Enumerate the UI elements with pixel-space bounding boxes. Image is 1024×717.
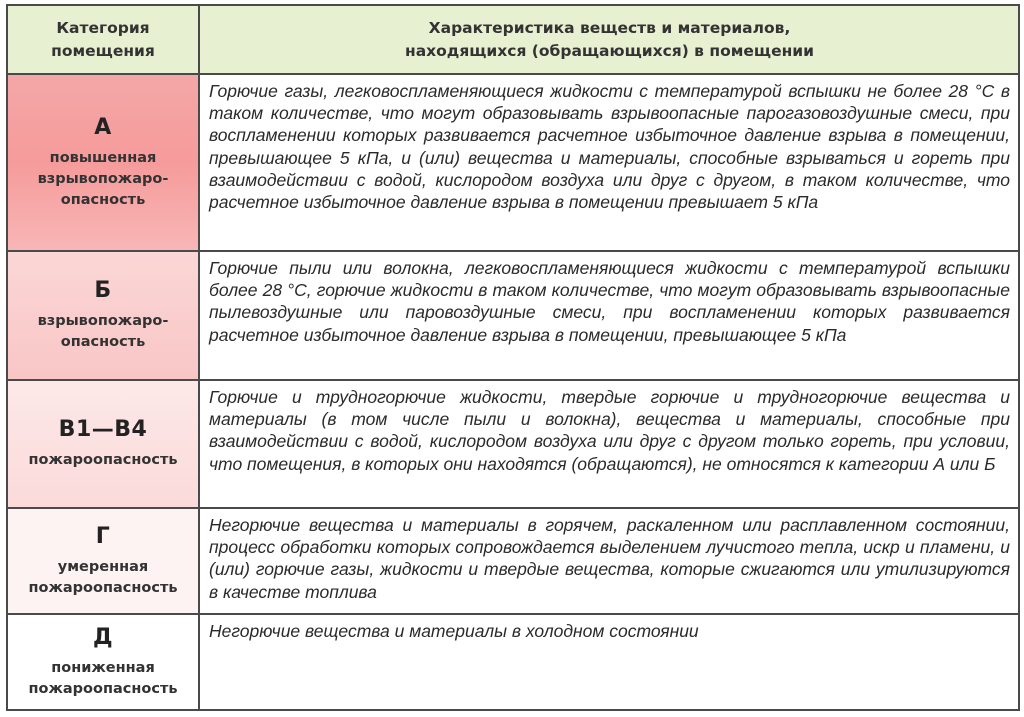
- category-label-line: опасность: [60, 334, 146, 350]
- category-label-line: повышенная: [49, 149, 157, 166]
- category-description: Негорючие вещества и материалы в холодном состоянии: [209, 621, 699, 641]
- hazard-category-table: [6, 4, 1020, 711]
- table-header-row: [8, 6, 1018, 75]
- category-description: Горючие пыли или волокна, легковоспламеняющиеся жидкости с температурой вспышки более 28 °С, горючие жидкости в таком количестве, что могут образовывать взрывоопасные пылевоздушные или паровоздушные смеси, при воспламенении которых развивается расчетное избыточное давление взрыва в помещении, превышающее 5 кПа: [209, 258, 1010, 345]
- category-letter: А: [94, 114, 112, 140]
- category-letter: Г: [95, 523, 111, 549]
- category-label-line: пониженная: [51, 659, 155, 676]
- category-letter: Б: [94, 278, 112, 303]
- category-description: Горючие и трудногорючие жидкости, твердые горючие и трудногорючие вещества и материалы (в том числе пыли и волокна), вещества и материалы, способные при взаимодействии с водой, кислородом воздуха или друг с другом только гореть, при условии, что помещения, в которых они находятся (обращаются), не относятся к категории А или Б: [209, 387, 1010, 474]
- header-category-line1: Категория: [56, 18, 150, 37]
- category-cell-a: [8, 75, 200, 250]
- category-label-line: пожароопасность: [28, 680, 178, 697]
- table-row-category-d: [8, 615, 1018, 709]
- header-characteristic-line1: Характеристика веществ и материалов,: [428, 19, 791, 37]
- category-cell-g: [8, 509, 200, 613]
- table-row-category-g: [8, 509, 1018, 615]
- category-description: Негорючие вещества и материалы в горячем, раскаленном или расплавленном состоянии, процесс обработки которых сопровождается выделением лучистого тепла, искр и пламени, и (или) горючие газы, жидкости и твердые вещества, которые сжигаются или утилизируются в качестве топлива: [209, 515, 1010, 602]
- header-category-cell: [8, 6, 200, 73]
- category-cell-v: [8, 381, 200, 507]
- category-letter: В1—В4: [58, 417, 148, 442]
- table-row-category-b: [8, 252, 1018, 381]
- category-label-line: взрывопожаро-: [37, 313, 169, 329]
- category-label-line: пожароопасность: [28, 452, 178, 468]
- category-label-line: опасность: [60, 191, 146, 208]
- category-label-line: умеренная: [57, 558, 149, 575]
- category-cell-d: [8, 615, 200, 709]
- table-row-category-v: [8, 381, 1018, 509]
- category-label-line: взрывопожаро-: [37, 170, 169, 187]
- header-characteristic-line2: находящихся (обращающихся) в помещении: [404, 42, 815, 60]
- table-row-category-a: [8, 75, 1018, 252]
- header-category-line2: помещения: [51, 41, 155, 60]
- category-letter: Д: [92, 624, 114, 650]
- category-cell-b: [8, 252, 200, 379]
- category-description: Горючие газы, легковоспламеняющиеся жидкости с температурой вспышки не более 28 °С в таком количестве, что могут образовывать взрывоопасные парогазовоздушные смеси, при воспламенении которых развивается расчетное избыточное давление взрыва в помещении, превышающее 5 кПа, и (или) вещества и материалы, способные взрываться и гореть при взаимодействии с водой, кислородом воздуха или друг с другом, в таком количестве, что расчетное избыточное давление взрыва в помещении превышает 5 кПа: [209, 81, 1010, 213]
- category-label-line: пожароопасность: [28, 579, 178, 596]
- header-characteristic-cell: [200, 6, 1018, 73]
